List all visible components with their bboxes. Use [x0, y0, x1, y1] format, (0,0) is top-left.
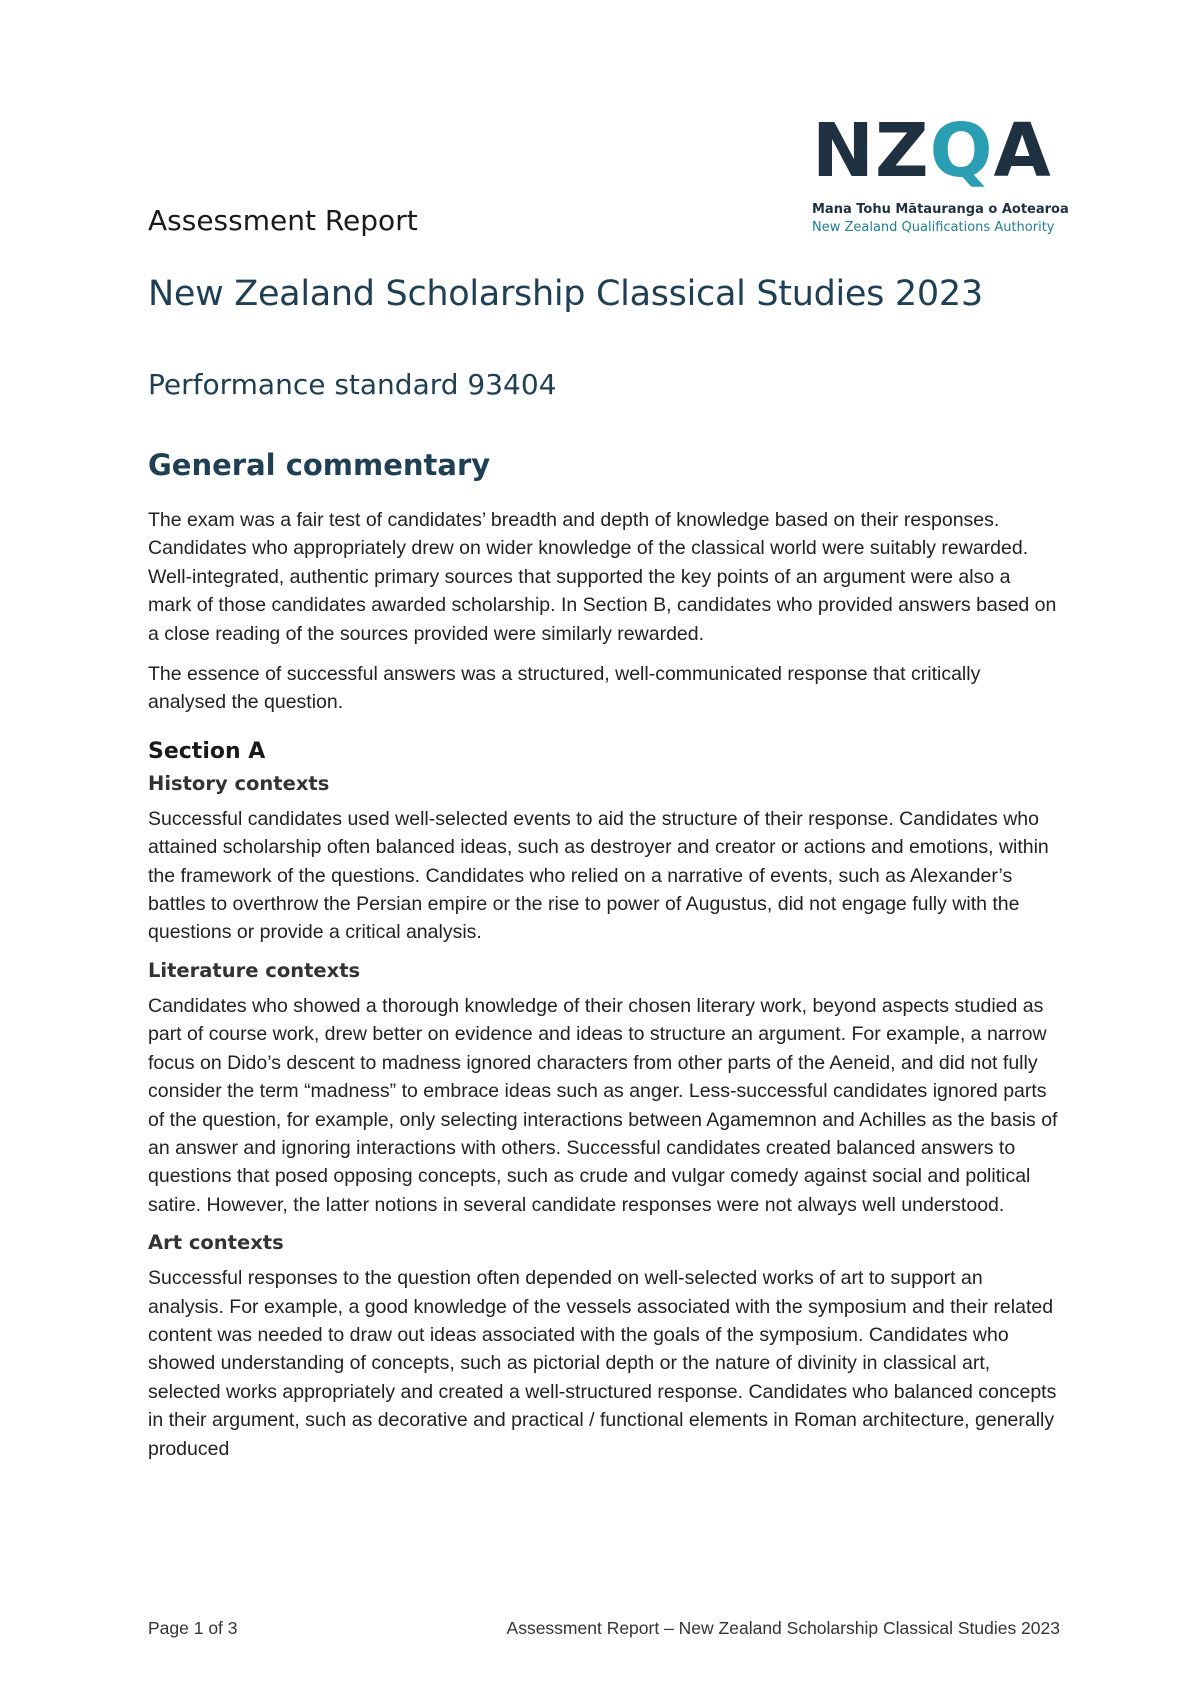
page-title: New Zealand Scholarship Classical Studies 2023	[148, 274, 983, 314]
page-subtitle: Performance standard 93404	[148, 368, 557, 401]
history-contexts-text: Successful candidates used well-selected events to aid the structure of their response. Candidates who attained scholarship often balanced ideas, such as destroyer and creator or actions and emotions, within the framework of the questions. Candidates who relied on a narrative of events, such as Alexander’s battles to overthrow the Persian empire or the rise to power of Augustus, did not engage fully with the questions or provide a critical analysis.	[148, 807, 1049, 944]
footer-document-title: Assessment Report – New Zealand Scholarship Classical Studies 2023	[506, 1618, 1060, 1638]
page-number: Page 1 of 3	[148, 1618, 238, 1638]
general-paragraph-1: The exam was a fair test of candidates’ breadth and depth of knowledge based on their responses. Candidates who appropriately drew on wider knowledge of the classical world were suitably rewarded. Well-integrated, authentic primary sources that supported the key points of an argument were also a mark of those candidates awarded scholarship. In Section B, candidates who provided answers based on a close reading of the sources provided were similarly rewarded.	[148, 509, 1057, 645]
logo-letter-a: A	[993, 108, 1052, 194]
literature-contexts-text: Candidates who showed a thorough knowledge of their chosen literary work, beyond aspects studied as part of course work, drew better on evidence and ideas to structure an argument. For example, a narrow focus on Dido’s descent to madness ignored characters from other parts of the Aeneid, and did not fully consider the term “madness” to embrace ideas such as anger. Less-successful candidates ignored parts of the question, for example, only selecting interactions between Agamemnon and Achilles as the basis of an answer and ignoring interactions with others. Successful candidates created balanced answers to questions that posed opposing concepts, such as crude and vulgar comedy against social and political satire. However, the latter notions in several candidate responses were not always well understood.	[148, 994, 1058, 1216]
general-paragraph-2: The essence of successful answers was a structured, well-communicated response that critically analysed the question.	[148, 663, 981, 714]
logo-maori-name: Mana Tohu Mātauranga o Aotearoa	[812, 202, 1069, 217]
logo-wordmark	[812, 108, 1062, 194]
report-body	[148, 448, 1058, 1475]
logo-letter-n: N	[812, 108, 875, 194]
logo-english-name: New Zealand Qualifications Authority	[812, 220, 1055, 235]
page-footer	[148, 1618, 1060, 1639]
general-commentary-heading: General commentary	[148, 448, 491, 482]
literature-contexts-heading: Literature contexts	[148, 958, 361, 982]
nzqa-logo	[812, 108, 1069, 235]
history-contexts-heading: History contexts	[148, 771, 330, 795]
logo-letter-q: Q	[929, 108, 994, 194]
art-contexts-heading: Art contexts	[148, 1231, 284, 1255]
report-label: Assessment Report	[148, 204, 418, 237]
logo-letter-z: Z	[874, 108, 930, 194]
art-contexts-text: Successful responses to the question often depended on well-selected works of art to support an analysis. For example, a good knowledge of the vessels associated with the symposium and their related content was needed to draw out ideas associated with the goals of the symposium. Candidates who showed understanding of concepts, such as pictorial depth or the nature of divinity in classical art, selected works appropriately and created a well-structured response. Candidates who balanced concepts in their argument, such as decorative and practical / functional elements in Roman architecture, generally produced	[148, 1267, 1057, 1460]
section-a-heading: Section A	[148, 738, 266, 764]
